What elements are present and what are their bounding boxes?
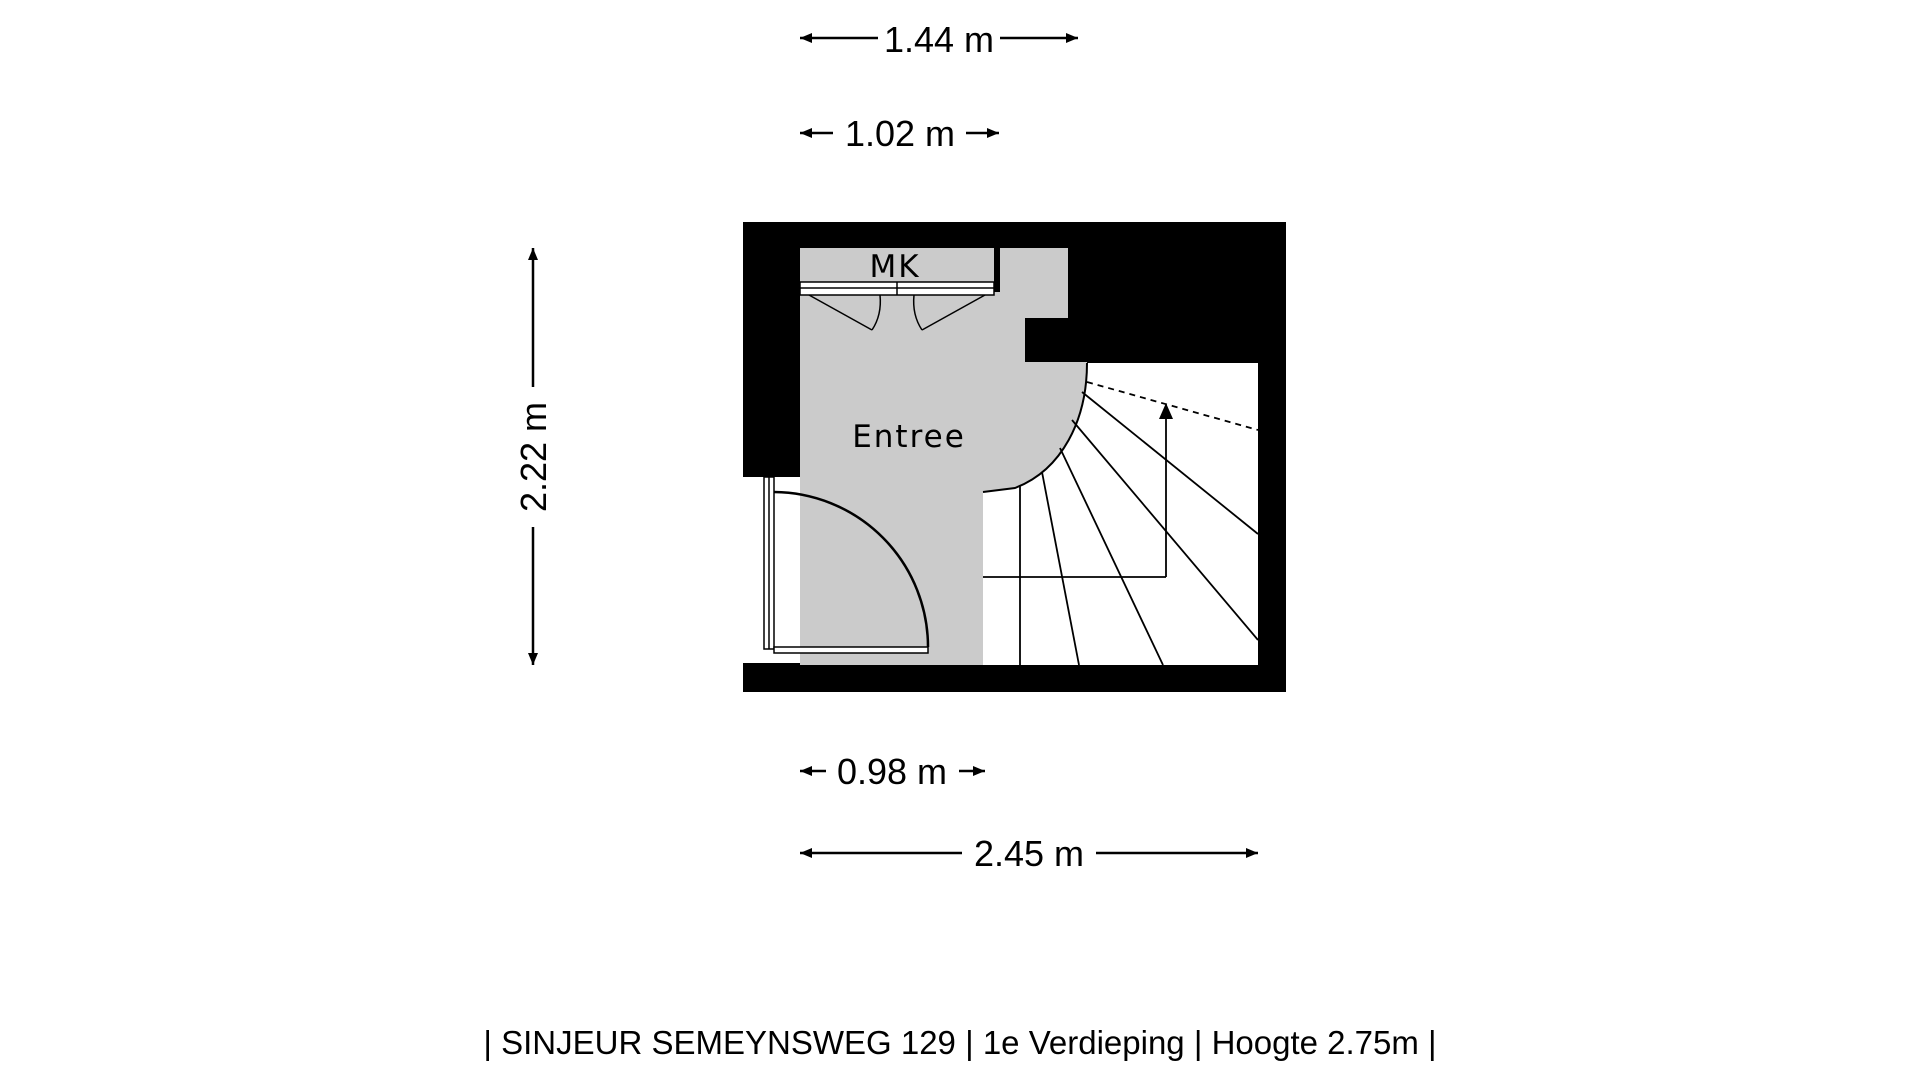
dimension-top-outer xyxy=(800,19,1078,60)
room-label-entree: Entree xyxy=(852,419,966,455)
room-label-mk: MK xyxy=(869,249,921,285)
plan-caption: | SINJEUR SEMEYNSWEG 129 | 1e Verdieping | Hoogte 2.75m | xyxy=(483,1024,1437,1061)
dimension-label: 1.44 m xyxy=(883,19,995,60)
dimension-top-inner xyxy=(800,113,999,154)
dimension-label: 2.45 m xyxy=(973,833,1085,874)
dimension-label: 0.98 m xyxy=(836,751,948,792)
dimension-label: 2.22 m xyxy=(513,401,554,513)
dimension-bottom-inner xyxy=(800,751,985,792)
dimension-bottom-outer xyxy=(800,833,1258,874)
dimension-left-height xyxy=(513,248,554,665)
dimension-label: 1.02 m xyxy=(844,113,956,154)
